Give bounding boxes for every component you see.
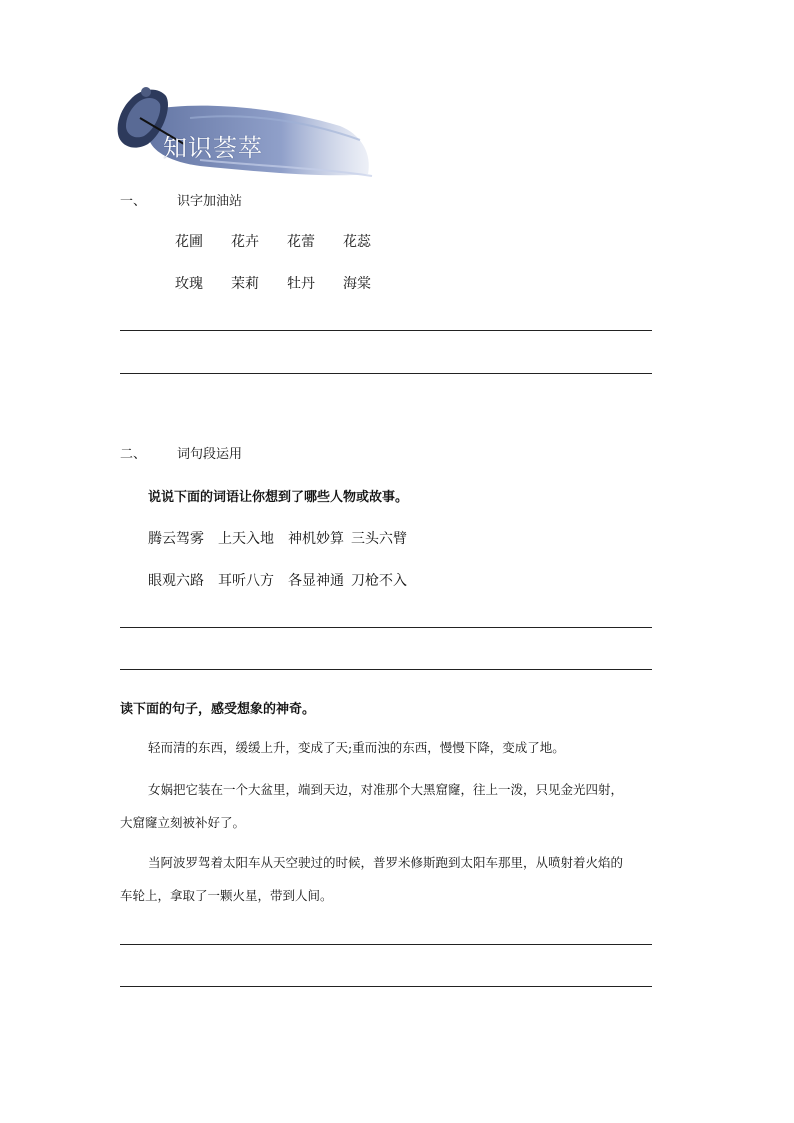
answer-line[interactable]: [120, 627, 652, 628]
section3-prompt: 读下面的句子，感受想象的神奇。: [120, 702, 316, 717]
sentence-1: 轻而清的东西，缓缓上升，变成了天;重而浊的东西，慢慢下降，变成了地。: [148, 740, 565, 755]
idiom-item: 耳听八方: [218, 573, 274, 589]
sentence-3-line2: 车轮上，拿取了一颗火星，带到人间。: [120, 888, 333, 903]
idiom-item: 三头六臂: [351, 531, 407, 547]
idiom-item: 眼观六路: [148, 573, 204, 589]
idiom-item: 神机妙算: [288, 531, 344, 547]
sentence-3-line1: 当阿波罗驾着太阳车从天空驶过的时候，普罗米修斯跑到太阳车那里，从喷射着火焰的: [148, 855, 624, 870]
idiom-item: 刀枪不入: [351, 573, 407, 589]
idiom-item: 上天入地: [218, 531, 274, 547]
word-item: 茉莉: [231, 276, 259, 292]
sentence-2-line2: 大窟窿立刻被补好了。: [120, 815, 246, 830]
answer-line[interactable]: [120, 330, 652, 331]
word-item: 牡丹: [287, 276, 315, 292]
answer-line[interactable]: [120, 944, 652, 945]
answer-line[interactable]: [120, 669, 652, 670]
section1-title: 识字加油站: [177, 194, 243, 209]
word-item: 花蕊: [343, 234, 371, 250]
sentence-2-line1: 女娲把它装在一个大盆里，端到天边，对准那个大黑窟窿，往上一泼，只见金光四射，: [148, 782, 624, 797]
section2-title: 词句段运用: [177, 447, 243, 462]
word-item: 花圃: [175, 234, 203, 250]
word-item: 花蕾: [287, 234, 315, 250]
section2-number: 二、: [120, 447, 147, 462]
word-item: 海棠: [343, 276, 371, 292]
idiom-item: 各显神通: [288, 573, 344, 589]
section1-number: 一、: [120, 194, 147, 209]
answer-line[interactable]: [120, 373, 652, 374]
word-item: 花卉: [231, 234, 259, 250]
word-item: 玫瑰: [175, 276, 203, 292]
banner-title: 知识荟萃: [163, 134, 263, 162]
answer-line[interactable]: [120, 986, 652, 987]
section2-prompt: 说说下面的词语让你想到了哪些人物或故事。: [148, 490, 409, 505]
idiom-item: 腾云驾雾: [148, 531, 204, 547]
